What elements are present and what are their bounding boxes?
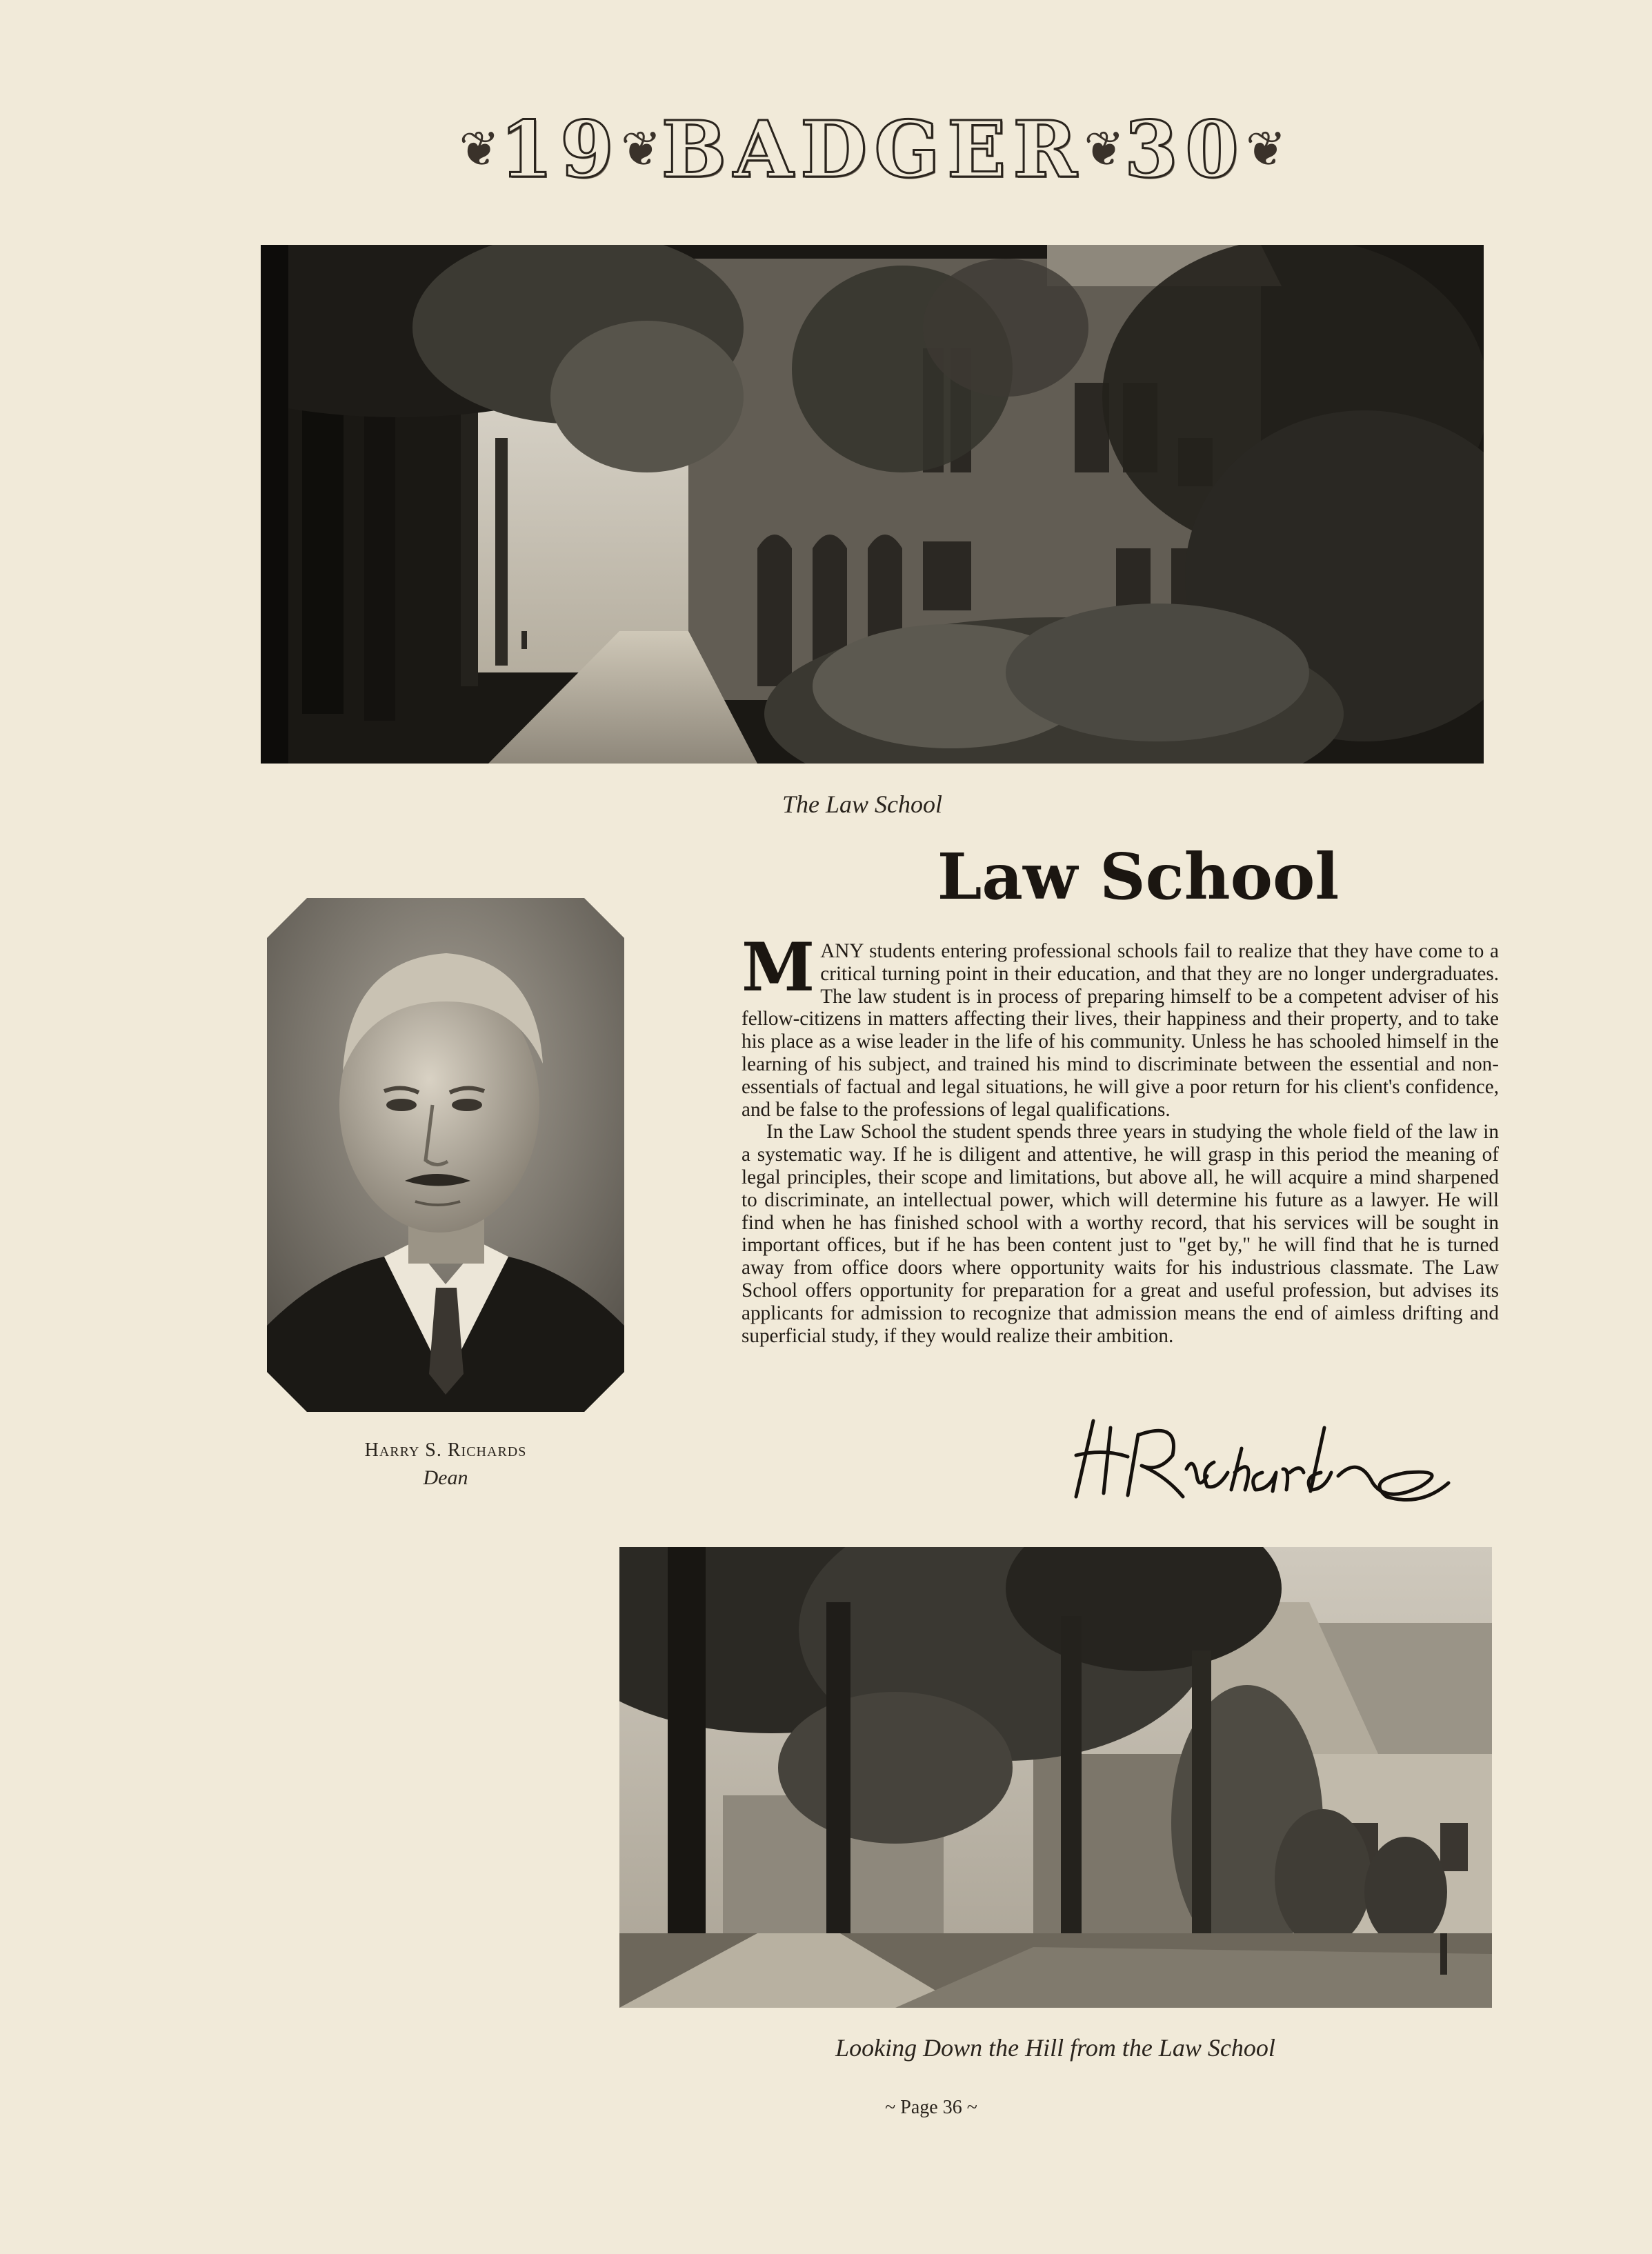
header-title: BADGER <box>661 105 1084 195</box>
dean-role: Dean <box>423 1466 468 1489</box>
header-year-right: 30 <box>1124 105 1246 195</box>
dean-name: Harry S. Richards <box>364 1439 527 1461</box>
looking-down-hill-photo <box>619 1547 1492 2008</box>
portrait-caption <box>267 1437 624 1492</box>
ornament-icon: ❦ <box>1245 123 1286 177</box>
law-school-building-photo <box>261 245 1484 764</box>
section-title: Law School <box>937 839 1340 914</box>
article-body <box>742 928 1499 1347</box>
dean-signature <box>1062 1407 1462 1510</box>
article-paragraph <box>742 928 1499 1121</box>
ornament-icon: ❦ <box>1084 123 1125 177</box>
ornament-icon: ❦ <box>459 123 500 177</box>
ornament-icon: ❦ <box>620 123 661 177</box>
page-number: ~ Page 36 ~ <box>885 2097 977 2118</box>
header-year-left: 19 <box>499 105 621 195</box>
dean-portrait <box>267 898 624 1412</box>
top-photo-caption: The Law School <box>782 790 942 818</box>
article-paragraph: In the Law School the student spends three years in studying the whole field of the law in a systematic way. If he is diligent and attentive, he will grasp in this period the meaning of legal principles, their scope and limitations, but above all, he will acquire a mind sharpened to discriminate, an intellectual power, which will determine his future as a lawyer. He will find when he has finished school with a worthy record, that his services will be sought in important offices, but if he has been content just to "get by," he will find that he is turned away from office doors where opportunity waits for his industrious classmate. The Law School offers opportunity for preparation for a great and useful profession, but advises its applicants for admission to recognize that admission means the end of aimless drifting and superficial study, if they would realize their ambition. <box>742 1121 1499 1347</box>
drop-cap: M <box>742 928 815 1006</box>
bottom-photo-caption: Looking Down the Hill from the Law School <box>835 2034 1275 2062</box>
yearbook-header <box>255 105 1490 195</box>
paragraph-1-text: ANY students entering professional schools fail to realize that they have come to a critical turning point in their education, and that they are no longer undergraduates. The law student is in process of preparing himself to be a competent adviser of his fellow-citizens in matters affecting their lives, their happiness and their property, and to take his place as a wise leader in the life of his community. Unless he has schooled himself in the learning of his subject, and trained his mind to discriminate between the essential and non-essentials of factual and legal situations, he will give a poor return for his client's confidence, and be false to the professions of legal qualifications. <box>742 940 1499 1121</box>
